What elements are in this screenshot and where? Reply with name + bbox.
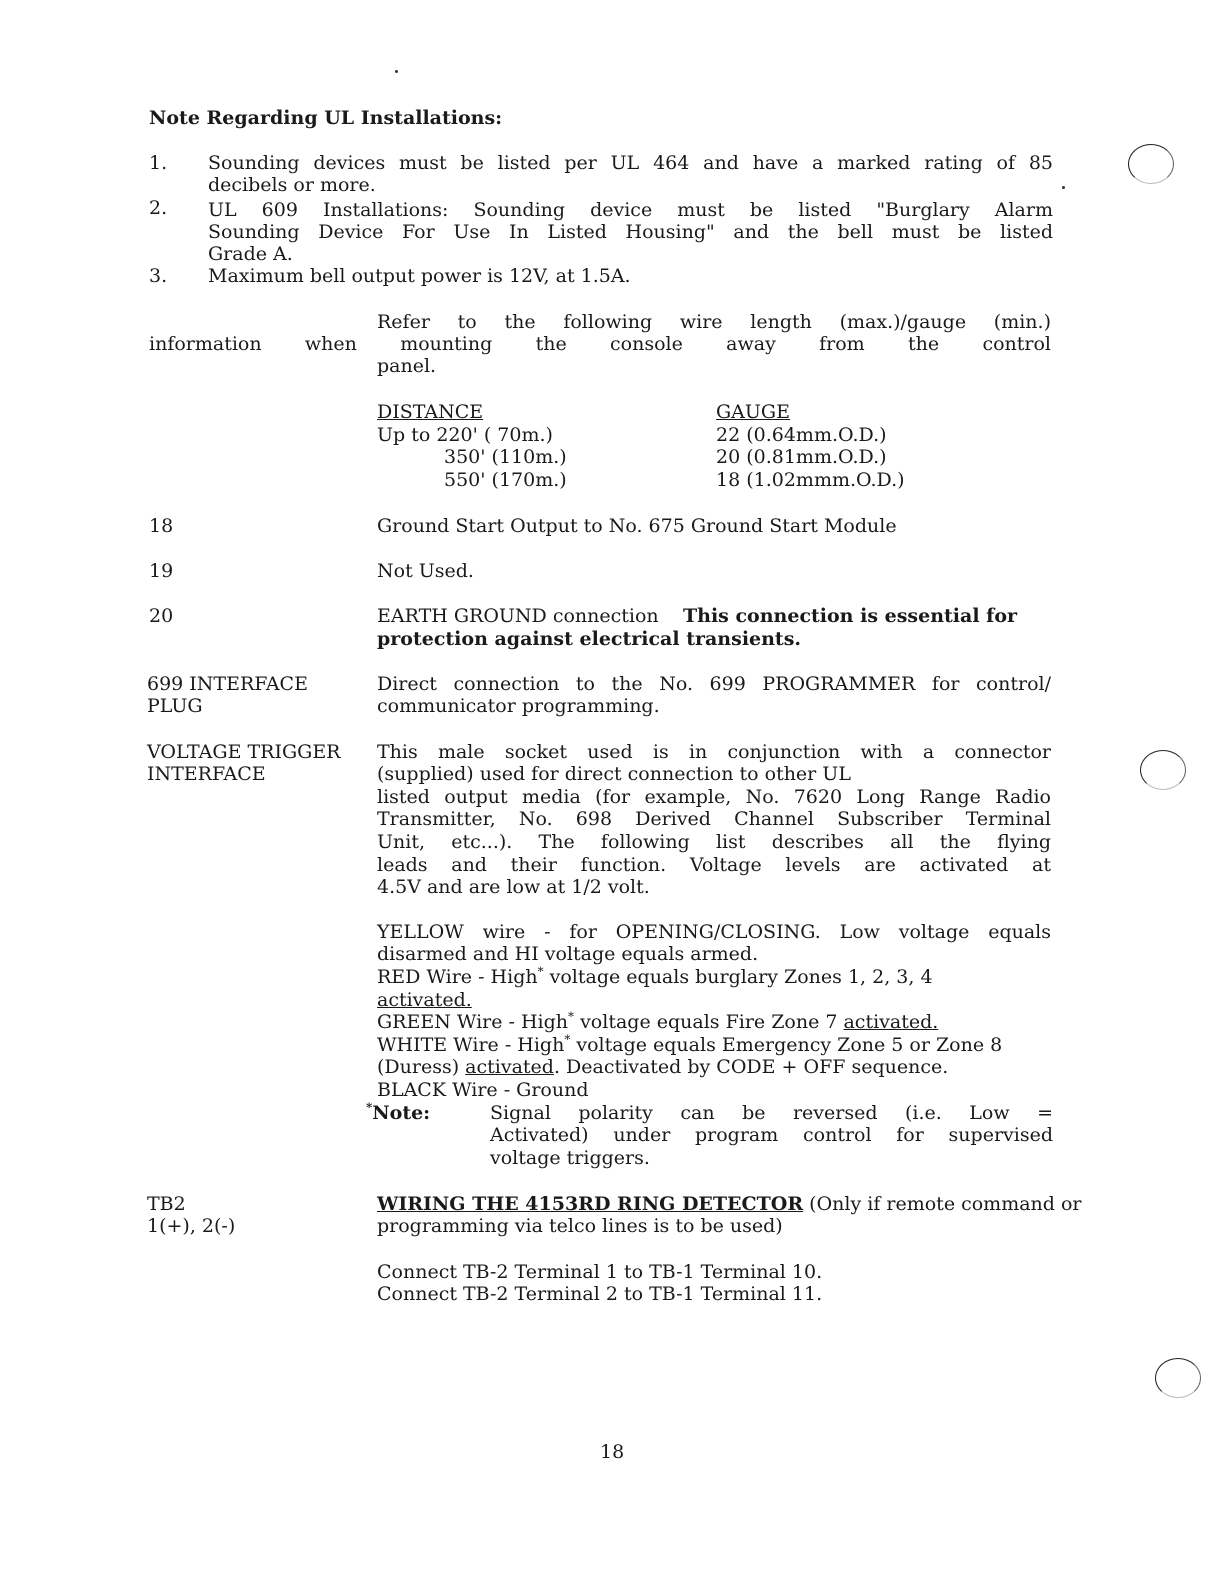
vt-para-line: 4.5V and are low at 1/2 volt.	[377, 876, 650, 898]
terminal-description: Not Used.	[377, 560, 474, 582]
red-wire-activated: activated.	[377, 989, 472, 1011]
red-wire-text: voltage equals burglary Zones 1, 2, 3, 4	[543, 966, 933, 988]
white-wire-label: WHITE Wire - High	[377, 1034, 565, 1056]
note-marker	[366, 1102, 430, 1125]
duress-text: (Duress)	[377, 1056, 466, 1078]
vt-para-line: leads and their function. Voltage levels are activated at	[377, 854, 1051, 876]
white-wire-text: voltage equals Emergency Zone 5 or Zone 8	[570, 1034, 1003, 1056]
black-wire: BLACK Wire - Ground	[377, 1079, 589, 1101]
vt-para-line: listed output media (for example, No. 7620 Long Range Radio	[377, 786, 1051, 808]
refer-line: information when mounting the console away from the control	[149, 333, 1051, 355]
gauge-header: GAUGE	[716, 401, 790, 423]
deactivation-text: . Deactivated by CODE + OFF sequence.	[553, 1056, 949, 1078]
terminal-warning: This connection is essential for	[683, 605, 1018, 627]
note-text: Activated) under program control for supervised	[490, 1124, 1053, 1146]
note-line: Sounding Device For Use In Listed Housing" and the bell must be listed	[208, 221, 1053, 243]
note-line: Grade A.	[208, 243, 293, 265]
yellow-wire: disarmed and HI voltage equals armed.	[377, 943, 759, 965]
gauge-cell: 18 (1.02mmm.O.D.)	[716, 469, 905, 491]
tb2-connect: Connect TB-2 Terminal 2 to TB-1 Terminal 11.	[377, 1283, 823, 1305]
interface-description: Direct connection to the No. 699 PROGRAMMER for control/	[377, 673, 1051, 695]
duress-activated: activated	[465, 1056, 554, 1078]
terminal-description: EARTH GROUND connection	[377, 605, 659, 627]
green-wire	[377, 1011, 938, 1034]
binder-hole-bottom	[1155, 1358, 1201, 1398]
note-line: decibels or more.	[208, 174, 376, 196]
binder-hole-middle	[1140, 750, 1186, 790]
white-wire-duress	[377, 1056, 948, 1079]
red-wire-label: RED Wire - High	[377, 966, 538, 988]
terminal-label: 19	[149, 560, 174, 582]
note-number: 2.	[149, 197, 168, 219]
note-text: Signal polarity can be reversed (i.e. Low =	[490, 1102, 1053, 1124]
note-number: 3.	[149, 265, 168, 287]
interface-label: 699 INTERFACE	[147, 673, 308, 695]
tb2-connect: Connect TB-2 Terminal 1 to TB-1 Terminal 10.	[377, 1261, 823, 1283]
terminal-description: Ground Start Output to No. 675 Ground Start Module	[377, 515, 897, 537]
green-wire-activated: activated.	[843, 1011, 939, 1033]
distance-cell: Up to 220' ( 70m.)	[377, 424, 553, 446]
vt-para-line: Unit, etc...). The following list describes all the flying	[377, 831, 1051, 853]
page-number: 18	[600, 1441, 625, 1463]
tb2-title-line	[377, 1193, 1082, 1216]
red-wire	[377, 966, 1051, 989]
note-label: Note:	[372, 1102, 431, 1124]
ring-detector-title: WIRING THE 4153RD RING DETECTOR	[377, 1193, 804, 1215]
distance-cell: 350' (110m.)	[444, 446, 567, 468]
note-line: UL 609 Installations: Sounding device must be listed "Burglary Alarm	[208, 199, 1053, 221]
terminal-warning: protection against electrical transients.	[377, 628, 802, 650]
asterisk: *	[366, 1100, 373, 1115]
distance-header: DISTANCE	[377, 401, 484, 423]
scan-speck	[1062, 186, 1065, 189]
binder-hole-top	[1128, 144, 1174, 184]
white-wire	[377, 1034, 1002, 1057]
terminal-label: 20	[149, 605, 174, 627]
interface-label: PLUG	[147, 695, 203, 717]
green-wire-text: voltage equals Fire Zone 7	[574, 1011, 844, 1033]
yellow-wire: YELLOW wire - for OPENING/CLOSING. Low voltage equals	[377, 921, 1051, 943]
voltage-trigger-label: VOLTAGE TRIGGER	[147, 741, 341, 763]
gauge-cell: 20 (0.81mm.O.D.)	[716, 446, 887, 468]
tb2-line: programming via telco lines is to be used)	[377, 1215, 783, 1237]
note-text: voltage triggers.	[490, 1147, 650, 1169]
scan-speck	[395, 70, 398, 73]
note-line: Sounding devices must be listed per UL 464 and have a marked rating of 85	[208, 152, 1053, 174]
interface-description: communicator programming.	[377, 695, 660, 717]
voltage-trigger-label: INTERFACE	[147, 763, 266, 785]
note-line: Maximum bell output power is 12V, at 1.5A.	[208, 265, 631, 287]
asterisk: *	[537, 964, 544, 979]
tb2-label: TB2	[147, 1193, 186, 1215]
tb2-label: 1(+), 2(-)	[147, 1215, 236, 1237]
asterisk: *	[564, 1032, 571, 1047]
gauge-cell: 22 (0.64mm.O.D.)	[716, 424, 887, 446]
vt-para-line: Transmitter, No. 698 Derived Channel Subscriber Terminal	[377, 808, 1051, 830]
ring-detector-condition: (Only if remote command or	[803, 1193, 1082, 1215]
asterisk: *	[568, 1009, 575, 1024]
note-heading: Note Regarding UL Installations:	[149, 107, 503, 129]
refer-line: Refer to the following wire length (max.)/gauge (min.)	[377, 311, 1051, 333]
green-wire-label: GREEN Wire - High	[377, 1011, 569, 1033]
refer-line: panel.	[377, 355, 437, 377]
distance-cell: 550' (170m.)	[444, 469, 567, 491]
vt-para-line: (supplied) used for direct connection to other UL	[377, 763, 851, 785]
note-number: 1.	[149, 152, 168, 174]
vt-para-line: This male socket used is in conjunction with a connector	[377, 741, 1051, 763]
terminal-label: 18	[149, 515, 174, 537]
